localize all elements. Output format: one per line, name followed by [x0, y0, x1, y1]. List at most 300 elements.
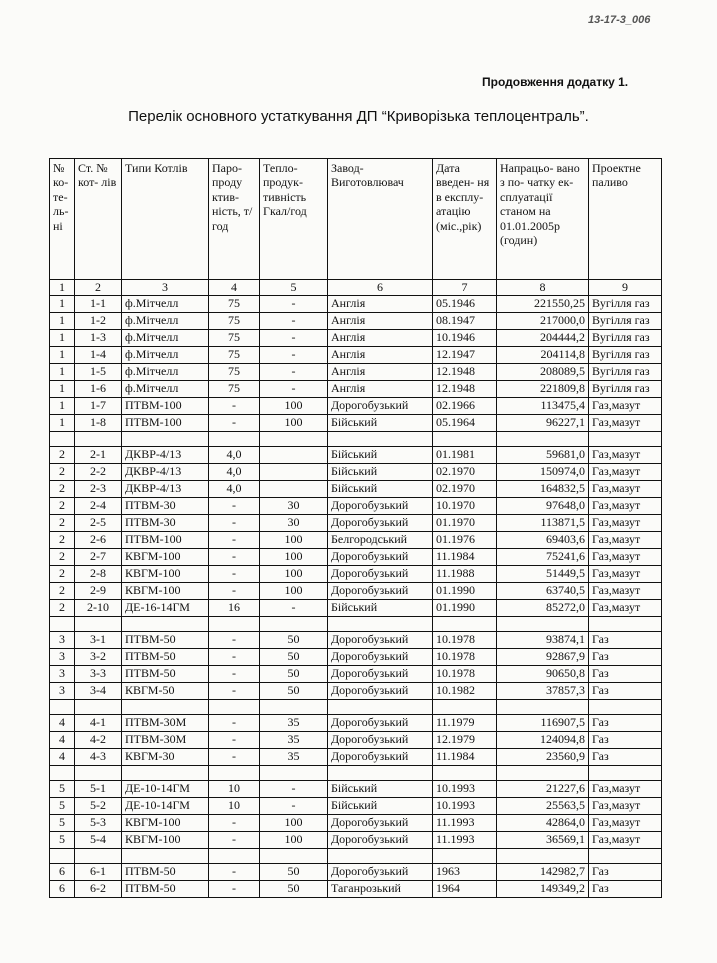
heat-capacity-cell — [260, 617, 328, 632]
heat-capacity-cell: - — [260, 781, 328, 798]
commission-date-cell — [433, 766, 497, 781]
boiler-house-cell: 4 — [50, 732, 75, 749]
boiler-number-cell: 3-1 — [75, 632, 122, 649]
table-row — [50, 381, 662, 398]
operating-hours-cell: 113475,4 — [497, 398, 589, 415]
table-row — [50, 666, 662, 683]
table-row — [50, 549, 662, 566]
fuel-cell: Вугілля газ — [589, 364, 662, 381]
heat-capacity-cell — [260, 432, 328, 447]
operating-hours-cell: 142982,7 — [497, 864, 589, 881]
fuel-cell: Газ — [589, 666, 662, 683]
commission-date-cell: 01.1990 — [433, 600, 497, 617]
heat-capacity-cell — [260, 766, 328, 781]
commission-date-cell: 11.1993 — [433, 832, 497, 849]
fuel-cell: Газ — [589, 864, 662, 881]
fuel-cell — [589, 766, 662, 781]
table-row — [50, 532, 662, 549]
manufacturer-cell — [328, 766, 433, 781]
operating-hours-cell: 96227,1 — [497, 415, 589, 432]
heat-capacity-cell: - — [260, 347, 328, 364]
boiler-number-cell: 4-3 — [75, 749, 122, 766]
boiler-type-cell: ПТВМ-100 — [122, 532, 209, 549]
commission-date-cell — [433, 700, 497, 715]
steam-capacity-cell — [209, 766, 260, 781]
column-number: 6 — [328, 280, 433, 296]
boiler-number-cell: 2-6 — [75, 532, 122, 549]
boiler-type-cell: ПТВМ-50 — [122, 666, 209, 683]
column-number: 9 — [589, 280, 662, 296]
steam-capacity-cell: 10 — [209, 798, 260, 815]
header-cell: № ко- те- ль- ні — [50, 159, 75, 280]
boiler-house-cell: 2 — [50, 464, 75, 481]
manufacturer-cell: Дорогобузький — [328, 864, 433, 881]
table-row — [50, 415, 662, 432]
boiler-house-cell: 5 — [50, 815, 75, 832]
operating-hours-cell: 113871,5 — [497, 515, 589, 532]
boiler-house-cell — [50, 617, 75, 632]
boiler-number-cell: 2-8 — [75, 566, 122, 583]
boiler-house-cell: 2 — [50, 549, 75, 566]
table-row — [50, 881, 662, 898]
boiler-number-cell: 1-7 — [75, 398, 122, 415]
steam-capacity-cell: 75 — [209, 347, 260, 364]
operating-hours-cell: 85272,0 — [497, 600, 589, 617]
equipment-table — [49, 158, 662, 898]
fuel-cell: Газ,мазут — [589, 583, 662, 600]
heat-capacity-cell — [260, 447, 328, 464]
heat-capacity-cell: 30 — [260, 515, 328, 532]
boiler-type-cell: ПТВМ-100 — [122, 415, 209, 432]
heat-capacity-cell: - — [260, 313, 328, 330]
manufacturer-cell: Дорогобузький — [328, 498, 433, 515]
commission-date-cell: 12.1948 — [433, 364, 497, 381]
boiler-house-cell: 6 — [50, 881, 75, 898]
steam-capacity-cell — [209, 432, 260, 447]
table-row — [50, 566, 662, 583]
fuel-cell: Газ,мазут — [589, 798, 662, 815]
manufacturer-cell: Дорогобузький — [328, 632, 433, 649]
steam-capacity-cell: - — [209, 532, 260, 549]
manufacturer-cell: Англія — [328, 381, 433, 398]
boiler-type-cell — [122, 617, 209, 632]
operating-hours-cell: 221550,25 — [497, 296, 589, 313]
operating-hours-cell: 59681,0 — [497, 447, 589, 464]
header-cell: Дата введен- ня в експлу- атацію (міс.,рік) — [433, 159, 497, 280]
operating-hours-cell — [497, 432, 589, 447]
manufacturer-cell: Дорогобузький — [328, 649, 433, 666]
table-row — [50, 749, 662, 766]
fuel-cell: Газ,мазут — [589, 815, 662, 832]
fuel-cell: Газ,мазут — [589, 832, 662, 849]
table-row — [50, 649, 662, 666]
table-row — [50, 515, 662, 532]
manufacturer-cell: Дорогобузький — [328, 515, 433, 532]
manufacturer-cell: Дорогобузький — [328, 566, 433, 583]
boiler-house-cell: 1 — [50, 398, 75, 415]
table-row — [50, 296, 662, 313]
commission-date-cell: 11.1988 — [433, 566, 497, 583]
commission-date-cell: 05.1946 — [433, 296, 497, 313]
fuel-cell: Газ,мазут — [589, 515, 662, 532]
boiler-type-cell: ДКВР-4/13 — [122, 464, 209, 481]
boiler-type-cell: ДЕ-10-14ГМ — [122, 798, 209, 815]
manufacturer-cell: Дорогобузький — [328, 666, 433, 683]
heat-capacity-cell: 50 — [260, 881, 328, 898]
steam-capacity-cell: 75 — [209, 330, 260, 347]
boiler-number-cell: 4-1 — [75, 715, 122, 732]
steam-capacity-cell: - — [209, 683, 260, 700]
boiler-house-cell: 1 — [50, 381, 75, 398]
boiler-number-cell: 1-3 — [75, 330, 122, 347]
commission-date-cell: 10.1978 — [433, 666, 497, 683]
steam-capacity-cell: - — [209, 815, 260, 832]
header-cell: Проектне паливо — [589, 159, 662, 280]
boiler-type-cell: КВГМ-100 — [122, 815, 209, 832]
heat-capacity-cell: 50 — [260, 683, 328, 700]
manufacturer-cell: Дорогобузький — [328, 549, 433, 566]
steam-capacity-cell: 4,0 — [209, 447, 260, 464]
boiler-type-cell: ПТВМ-50 — [122, 649, 209, 666]
boiler-number-cell — [75, 432, 122, 447]
heat-capacity-cell: 50 — [260, 632, 328, 649]
fuel-cell: Газ — [589, 749, 662, 766]
manufacturer-cell — [328, 849, 433, 864]
fuel-cell: Газ,мазут — [589, 532, 662, 549]
boiler-number-cell: 2-3 — [75, 481, 122, 498]
steam-capacity-cell: - — [209, 415, 260, 432]
table-row — [50, 715, 662, 732]
operating-hours-cell: 42864,0 — [497, 815, 589, 832]
manufacturer-cell — [328, 617, 433, 632]
operating-hours-cell: 21227,6 — [497, 781, 589, 798]
steam-capacity-cell: 75 — [209, 364, 260, 381]
steam-capacity-cell: - — [209, 666, 260, 683]
manufacturer-cell: Англія — [328, 347, 433, 364]
operating-hours-cell: 93874,1 — [497, 632, 589, 649]
operating-hours-cell — [497, 849, 589, 864]
commission-date-cell: 12.1948 — [433, 381, 497, 398]
commission-date-cell: 08.1947 — [433, 313, 497, 330]
operating-hours-cell — [497, 700, 589, 715]
commission-date-cell — [433, 849, 497, 864]
operating-hours-cell: 164832,5 — [497, 481, 589, 498]
table-row — [50, 815, 662, 832]
table-row — [50, 832, 662, 849]
manufacturer-cell — [328, 700, 433, 715]
commission-date-cell: 12.1947 — [433, 347, 497, 364]
boiler-type-cell — [122, 432, 209, 447]
table-row — [50, 583, 662, 600]
manufacturer-cell: Бійський — [328, 798, 433, 815]
page-title: Перелік основного устаткування ДП “Криворізька теплоцентраль”. — [128, 108, 589, 125]
boiler-house-cell: 2 — [50, 447, 75, 464]
commission-date-cell: 02.1970 — [433, 481, 497, 498]
steam-capacity-cell: 4,0 — [209, 481, 260, 498]
heat-capacity-cell: 30 — [260, 498, 328, 515]
fuel-cell: Газ,мазут — [589, 498, 662, 515]
boiler-type-cell: ф.Мітчелл — [122, 364, 209, 381]
boiler-type-cell: ПТВМ-30М — [122, 732, 209, 749]
fuel-cell: Газ,мазут — [589, 600, 662, 617]
heat-capacity-cell: 100 — [260, 398, 328, 415]
fuel-cell — [589, 617, 662, 632]
boiler-type-cell: ДЕ-16-14ГМ — [122, 600, 209, 617]
boiler-type-cell: ПТВМ-30 — [122, 515, 209, 532]
heat-capacity-cell: 50 — [260, 666, 328, 683]
operating-hours-cell: 204114,8 — [497, 347, 589, 364]
table-spacer-row — [50, 766, 662, 781]
boiler-house-cell: 4 — [50, 715, 75, 732]
boiler-type-cell: КВГМ-100 — [122, 566, 209, 583]
operating-hours-cell: 69403,6 — [497, 532, 589, 549]
fuel-cell: Вугілля газ — [589, 347, 662, 364]
heat-capacity-cell — [260, 700, 328, 715]
header-cell: Ст. № кот- лів — [75, 159, 122, 280]
boiler-number-cell: 5-3 — [75, 815, 122, 832]
steam-capacity-cell — [209, 700, 260, 715]
steam-capacity-cell: - — [209, 549, 260, 566]
operating-hours-cell: 90650,8 — [497, 666, 589, 683]
boiler-house-cell: 2 — [50, 566, 75, 583]
boiler-type-cell: ДКВР-4/13 — [122, 481, 209, 498]
commission-date-cell: 01.1976 — [433, 532, 497, 549]
fuel-cell: Газ,мазут — [589, 398, 662, 415]
commission-date-cell: 10.1993 — [433, 798, 497, 815]
operating-hours-cell — [497, 617, 589, 632]
commission-date-cell: 10.1978 — [433, 649, 497, 666]
fuel-cell: Газ,мазут — [589, 781, 662, 798]
commission-date-cell: 12.1979 — [433, 732, 497, 749]
boiler-number-cell: 1-1 — [75, 296, 122, 313]
heat-capacity-cell: - — [260, 798, 328, 815]
table-row — [50, 864, 662, 881]
fuel-cell: Вугілля газ — [589, 296, 662, 313]
commission-date-cell: 11.1984 — [433, 749, 497, 766]
steam-capacity-cell: 75 — [209, 381, 260, 398]
steam-capacity-cell: - — [209, 398, 260, 415]
table-row — [50, 464, 662, 481]
manufacturer-cell: Англія — [328, 313, 433, 330]
boiler-number-cell — [75, 617, 122, 632]
boiler-number-cell: 1-4 — [75, 347, 122, 364]
header-cell: Типи Котлів — [122, 159, 209, 280]
fuel-cell: Газ,мазут — [589, 415, 662, 432]
header-cell: Тепло- продук- тивність Гкал/год — [260, 159, 328, 280]
operating-hours-cell: 23560,9 — [497, 749, 589, 766]
boiler-type-cell: ДКВР-4/13 — [122, 447, 209, 464]
table-row — [50, 781, 662, 798]
table-header-row — [50, 159, 662, 280]
boiler-type-cell — [122, 700, 209, 715]
operating-hours-cell: 92867,9 — [497, 649, 589, 666]
boiler-type-cell: КВГМ-100 — [122, 583, 209, 600]
operating-hours-cell: 51449,5 — [497, 566, 589, 583]
operating-hours-cell: 97648,0 — [497, 498, 589, 515]
table-spacer-row — [50, 432, 662, 447]
commission-date-cell: 02.1970 — [433, 464, 497, 481]
commission-date-cell: 01.1981 — [433, 447, 497, 464]
boiler-house-cell: 2 — [50, 600, 75, 617]
heat-capacity-cell: 100 — [260, 815, 328, 832]
document-code: 13-17-3_006 — [588, 14, 651, 26]
heat-capacity-cell — [260, 464, 328, 481]
table-row — [50, 683, 662, 700]
boiler-number-cell: 2-1 — [75, 447, 122, 464]
fuel-cell: Вугілля газ — [589, 313, 662, 330]
boiler-house-cell: 1 — [50, 313, 75, 330]
fuel-cell: Газ,мазут — [589, 447, 662, 464]
boiler-number-cell: 2-9 — [75, 583, 122, 600]
manufacturer-cell: Дорогобузький — [328, 732, 433, 749]
boiler-type-cell: ф.Мітчелл — [122, 313, 209, 330]
boiler-number-cell: 5-1 — [75, 781, 122, 798]
steam-capacity-cell: - — [209, 632, 260, 649]
boiler-house-cell — [50, 766, 75, 781]
boiler-house-cell: 3 — [50, 683, 75, 700]
table-row — [50, 600, 662, 617]
boiler-house-cell: 1 — [50, 415, 75, 432]
fuel-cell: Вугілля газ — [589, 381, 662, 398]
steam-capacity-cell: - — [209, 864, 260, 881]
manufacturer-cell: Дорогобузький — [328, 398, 433, 415]
operating-hours-cell: 25563,5 — [497, 798, 589, 815]
boiler-house-cell: 5 — [50, 781, 75, 798]
steam-capacity-cell: 75 — [209, 313, 260, 330]
steam-capacity-cell — [209, 849, 260, 864]
boiler-number-cell: 2-4 — [75, 498, 122, 515]
steam-capacity-cell: - — [209, 732, 260, 749]
table-spacer-row — [50, 617, 662, 632]
heat-capacity-cell: - — [260, 330, 328, 347]
manufacturer-cell: Бійський — [328, 781, 433, 798]
steam-capacity-cell: 16 — [209, 600, 260, 617]
boiler-house-cell — [50, 700, 75, 715]
fuel-cell: Газ — [589, 732, 662, 749]
table-row — [50, 447, 662, 464]
table-row — [50, 313, 662, 330]
boiler-number-cell: 2-2 — [75, 464, 122, 481]
manufacturer-cell: Англія — [328, 296, 433, 313]
column-number: 4 — [209, 280, 260, 296]
manufacturer-cell — [328, 432, 433, 447]
boiler-number-cell — [75, 766, 122, 781]
commission-date-cell: 01.1990 — [433, 583, 497, 600]
header-cell: Паро- проду ктив- ність, т/год — [209, 159, 260, 280]
boiler-type-cell: ПТВМ-50 — [122, 632, 209, 649]
boiler-house-cell: 4 — [50, 749, 75, 766]
boiler-number-cell: 3-3 — [75, 666, 122, 683]
commission-date-cell: 10.1946 — [433, 330, 497, 347]
heat-capacity-cell: 100 — [260, 549, 328, 566]
boiler-house-cell: 3 — [50, 666, 75, 683]
heat-capacity-cell: 100 — [260, 832, 328, 849]
table-row — [50, 398, 662, 415]
commission-date-cell: 1963 — [433, 864, 497, 881]
operating-hours-cell: 36569,1 — [497, 832, 589, 849]
commission-date-cell: 05.1964 — [433, 415, 497, 432]
operating-hours-cell: 75241,6 — [497, 549, 589, 566]
heat-capacity-cell — [260, 849, 328, 864]
steam-capacity-cell: 4,0 — [209, 464, 260, 481]
boiler-house-cell: 2 — [50, 498, 75, 515]
header-cell: Напрацьо- вано з по- чатку ек- сплуатації станом на 01.01.2005р (годин) — [497, 159, 589, 280]
fuel-cell: Газ — [589, 632, 662, 649]
boiler-house-cell: 3 — [50, 632, 75, 649]
column-number: 2 — [75, 280, 122, 296]
boiler-number-cell: 4-2 — [75, 732, 122, 749]
table-spacer-row — [50, 849, 662, 864]
steam-capacity-cell: - — [209, 649, 260, 666]
column-number: 3 — [122, 280, 209, 296]
boiler-house-cell: 6 — [50, 864, 75, 881]
heat-capacity-cell: 35 — [260, 715, 328, 732]
steam-capacity-cell: - — [209, 715, 260, 732]
heat-capacity-cell: - — [260, 296, 328, 313]
operating-hours-cell: 37857,3 — [497, 683, 589, 700]
commission-date-cell: 10.1978 — [433, 632, 497, 649]
heat-capacity-cell: 100 — [260, 415, 328, 432]
fuel-cell — [589, 432, 662, 447]
table-spacer-row — [50, 700, 662, 715]
table-row — [50, 798, 662, 815]
boiler-type-cell: КВГМ-30 — [122, 749, 209, 766]
boiler-number-cell: 3-2 — [75, 649, 122, 666]
boiler-type-cell: КВГМ-100 — [122, 832, 209, 849]
manufacturer-cell: Бійський — [328, 481, 433, 498]
boiler-number-cell: 6-2 — [75, 881, 122, 898]
heat-capacity-cell: - — [260, 364, 328, 381]
commission-date-cell — [433, 432, 497, 447]
fuel-cell: Газ,мазут — [589, 566, 662, 583]
operating-hours-cell: 149349,2 — [497, 881, 589, 898]
boiler-number-cell: 1-6 — [75, 381, 122, 398]
manufacturer-cell: Дорогобузький — [328, 683, 433, 700]
heat-capacity-cell: - — [260, 381, 328, 398]
boiler-type-cell: ф.Мітчелл — [122, 330, 209, 347]
fuel-cell: Газ — [589, 683, 662, 700]
boiler-type-cell: ПТВМ-50 — [122, 881, 209, 898]
fuel-cell: Газ,мазут — [589, 481, 662, 498]
boiler-number-cell: 1-5 — [75, 364, 122, 381]
heat-capacity-cell: 100 — [260, 566, 328, 583]
boiler-house-cell: 5 — [50, 798, 75, 815]
boiler-type-cell: ф.Мітчелл — [122, 381, 209, 398]
boiler-number-cell: 2-5 — [75, 515, 122, 532]
boiler-number-cell: 5-2 — [75, 798, 122, 815]
boiler-number-cell — [75, 849, 122, 864]
boiler-type-cell: ДЕ-10-14ГМ — [122, 781, 209, 798]
fuel-cell: Газ — [589, 649, 662, 666]
boiler-number-cell: 5-4 — [75, 832, 122, 849]
steam-capacity-cell: 75 — [209, 296, 260, 313]
heat-capacity-cell: 50 — [260, 649, 328, 666]
table-row — [50, 347, 662, 364]
steam-capacity-cell: - — [209, 566, 260, 583]
boiler-type-cell: КВГМ-50 — [122, 683, 209, 700]
boiler-type-cell: ПТВМ-30 — [122, 498, 209, 515]
column-number: 7 — [433, 280, 497, 296]
heat-capacity-cell: - — [260, 600, 328, 617]
boiler-number-cell: 2-10 — [75, 600, 122, 617]
boiler-type-cell: ф.Мітчелл — [122, 296, 209, 313]
column-number-row — [50, 280, 662, 296]
boiler-type-cell — [122, 849, 209, 864]
boiler-house-cell: 2 — [50, 515, 75, 532]
column-number: 1 — [50, 280, 75, 296]
table-row — [50, 481, 662, 498]
table-row — [50, 364, 662, 381]
